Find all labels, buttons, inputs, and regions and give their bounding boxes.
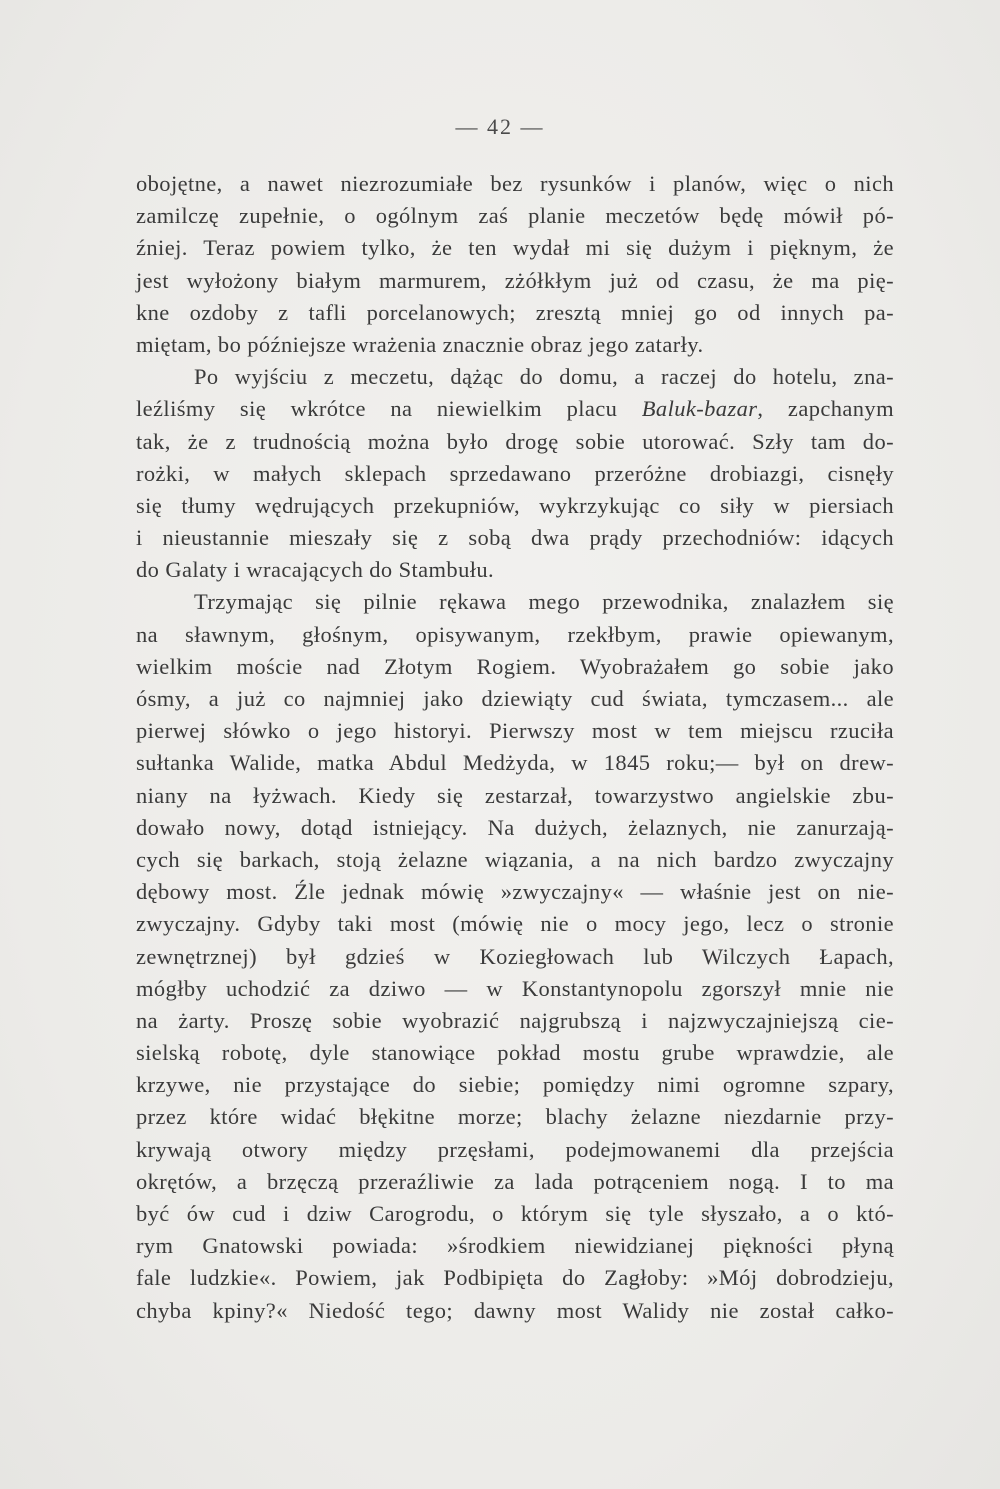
- text-line: Po wyjściu z meczetu, dążąc do domu, a raczej do hotelu, zna-: [194, 364, 894, 390]
- text-line: kne ozdoby z tafli porcelanowych; zresztą mniej go od innych pa-: [136, 299, 894, 325]
- text-fragment: , zapchanym: [757, 396, 894, 422]
- text-line: zamilczę zupełnie, o ogólnym zaś planie meczetów będę mówił pó-: [136, 203, 894, 229]
- text-line: zwyczajny. Gdyby taki most (mówię nie o mocy jego, lecz o stronie: [136, 911, 894, 937]
- text-line: do Galaty i wracających do Stambułu.: [136, 557, 495, 583]
- text-line: zewnętrznej) był gdzieś w Koziegłowach lub Wilczych Łapach,: [136, 943, 894, 969]
- text-line: źniej. Teraz powiem tylko, że ten wydał mi się dużym i pięknym, że: [136, 235, 894, 261]
- text-line: mógłby uchodzić za dziwo — w Konstantynopolu zgorszył mnie nie: [136, 975, 894, 1001]
- text-line: się tłumy wędrujących przekupniów, wykrzykując co siły w piersiach: [136, 492, 894, 518]
- text-line: wielkim moście nad Złotym Rogiem. Wyobrażałem go sobie jako: [136, 653, 894, 679]
- text-line: jest wyłożony białym marmurem, zżółkłym już od czasu, że ma pię-: [136, 267, 894, 293]
- text-line: dębowy most. Źle jednak mówię »zwyczajny« — właśnie jest on nie-: [136, 879, 894, 905]
- text-line: Trzymając się pilnie rękawa mego przewodnika, znalazłem się: [194, 589, 894, 615]
- text-line: obojętne, a nawet niezrozumiałe bez rysunków i planów, więc o nich: [136, 171, 894, 196]
- text-line: chyba kpiny?« Niedość tego; dawny most Walidy nie został całko-: [136, 1297, 894, 1323]
- text-line: miętam, bo późniejsze wrażenia znacznie obraz jego zatarły.: [136, 331, 704, 357]
- text-line: sielską robotę, dyle stanowiące pokład mostu grube wprawdzie, ale: [136, 1040, 894, 1066]
- text-line: na żarty. Proszę sobie wyobrazić najgrubszą i najzwyczajniejszą cie-: [136, 1007, 894, 1033]
- paragraph-1: [136, 168, 894, 361]
- text-line: przez które widać błękitne morze; blachy żelazne niezdarnie przy-: [136, 1104, 894, 1130]
- text-line: pierwej słówko o jego historyi. Pierwszy most w tem miejscu rzuciła: [136, 718, 894, 744]
- text-line: sułtanka Walide, matka Abdul Medżyda, w 1845 roku;— był on drew-: [136, 750, 894, 776]
- text-line: ósmy, a już co najmniej jako dziewiąty cud świata, tymczasem... ale: [136, 686, 894, 711]
- text-line: być ów cud i dziw Carogrodu, o którym się tyle słyszało, a o któ-: [136, 1201, 894, 1226]
- text-line: na sławnym, głośnym, opisywanym, rzekłbym, prawie opiewanym,: [136, 621, 894, 647]
- page-number: — 42 —: [455, 114, 545, 139]
- text-line-with-italic: [136, 393, 894, 425]
- body-text: [136, 168, 894, 1327]
- text-line: fale ludzkie«. Powiem, jak Podbipięta do Zagłoby: »Mój dobrodzieju,: [136, 1265, 894, 1291]
- text-line: rożki, w małych sklepach sprzedawano przeróżne drobiazgi, cisnęły: [136, 460, 894, 486]
- text-line: niany na łyżwach. Kiedy się zestarzał, towarzystwo angielskie zbu-: [136, 782, 894, 808]
- text-line: krywają otwory między przęsłami, podejmowanemi dla przejścia: [136, 1136, 894, 1162]
- text-line: okrętów, a brzęczą przeraźliwie za lada potrąceniem nogą. I to ma: [136, 1168, 894, 1194]
- text-line: dowało nowy, dotąd istniejący. Na dużych, żelaznych, nie zanurzają-: [136, 814, 894, 840]
- paragraph-2: [136, 361, 894, 586]
- text-fragment: leźliśmy się wkrótce na niewielkim placu: [136, 396, 642, 422]
- text-line: cych się barkach, stoją żelazne wiązania, a na nich bardzo zwyczajny: [136, 846, 894, 872]
- text-line: i nieustannie mieszały się z sobą dwa prądy przechodniów: idących: [136, 525, 894, 551]
- paragraph-3: [136, 586, 894, 1326]
- text-line: rym Gnatowski powiada: »środkiem niewidzianej piękności płyną: [136, 1233, 894, 1259]
- text-line: tak, że z trudnością można było drogę sobie utorować. Szły tam do-: [136, 428, 894, 454]
- italic-place-name: Baluk-bazar: [641, 396, 758, 422]
- text-line: krzywe, nie przystające do siebie; pomiędzy nimi ogromne szpary,: [136, 1072, 894, 1098]
